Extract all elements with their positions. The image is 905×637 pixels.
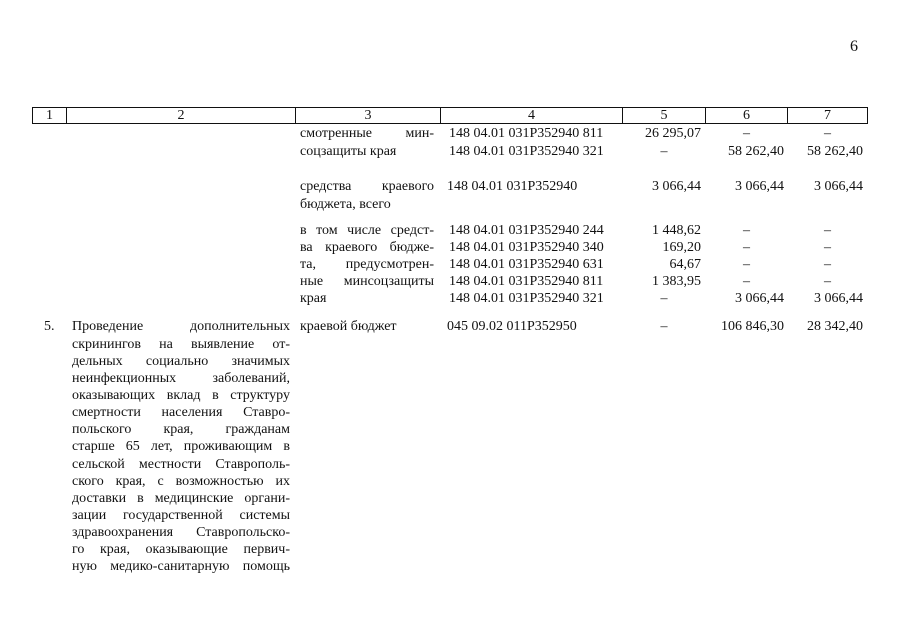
description-line: неинфекционных заболеваний,	[72, 371, 290, 386]
budget-code: 148 04.01 031Р352940	[447, 179, 578, 194]
source-text: та, предусмотрен-	[300, 257, 434, 272]
budget-code: 148 04.01 031Р352940 321	[449, 144, 604, 159]
description-line: дельных социально значимых	[72, 354, 290, 369]
value-col5: –	[660, 144, 668, 159]
value-col7: 3 066,44	[814, 179, 863, 194]
value-col5: 3 066,44	[652, 179, 701, 194]
source-text: бюджета, всего	[300, 197, 391, 212]
value-col7: –	[824, 126, 831, 141]
value-col6: 58 262,40	[728, 144, 784, 159]
description-line: польского края, гражданам	[72, 422, 290, 437]
row-number: 5.	[44, 319, 55, 334]
budget-code: 148 04.01 031Р352940 631	[449, 257, 604, 272]
value-col5: 26 295,07	[645, 126, 701, 141]
value-col5: –	[660, 291, 668, 306]
value-col6: –	[743, 257, 750, 272]
source-text: ва краевого бюдже-	[300, 240, 434, 255]
description-line: сельской местности Ставрополь-	[72, 457, 290, 472]
description-line: здравоохранения Ставропольско-	[72, 525, 290, 540]
budget-code: 148 04.01 031Р352940 811	[449, 126, 604, 141]
page-number: 6	[850, 38, 858, 55]
source-text: ные минсоцзащиты	[300, 274, 434, 289]
value-col5: –	[660, 319, 668, 334]
header-cell-3: 3	[295, 107, 441, 124]
description-line: старше 65 лет, проживающим в	[72, 439, 290, 454]
description-line: го края, оказывающие первич-	[72, 542, 290, 557]
value-col7: –	[824, 274, 831, 289]
budget-code: 148 04.01 031Р352940 244	[449, 223, 604, 238]
source-text: краевой бюджет	[300, 319, 397, 334]
budget-code: 148 04.01 031Р352940 811	[449, 274, 604, 289]
source-text: края	[300, 291, 327, 306]
value-col5: 1 383,95	[652, 274, 701, 289]
description-line: ную медико-санитарную помощь	[72, 559, 290, 574]
value-col5: 169,20	[662, 240, 701, 255]
value-col7: 58 262,40	[807, 144, 863, 159]
value-col6: –	[743, 274, 750, 289]
header-cell-2: 2	[66, 107, 296, 124]
value-col5: 64,67	[669, 257, 701, 272]
value-col6: –	[743, 126, 750, 141]
value-col6: 106 846,30	[721, 319, 784, 334]
description-line: смертности населения Ставро-	[72, 405, 290, 420]
description-line: ского края, с возможностью их	[72, 474, 290, 489]
description-line: скринингов на выявление от-	[72, 337, 290, 352]
description-line: Проведение дополнительных	[72, 319, 290, 334]
value-col7: –	[824, 223, 831, 238]
header-cell-7: 7	[787, 107, 868, 124]
value-col6: –	[743, 240, 750, 255]
value-col6: 3 066,44	[735, 291, 784, 306]
description-line: зации государственной системы	[72, 508, 290, 523]
description-line: доставки в медицинские органи-	[72, 491, 290, 506]
header-cell-1: 1	[32, 107, 67, 124]
description-line: оказывающих вклад в структуру	[72, 388, 290, 403]
budget-code: 045 09.02 011Р352950	[447, 319, 577, 334]
header-cell-4: 4	[440, 107, 623, 124]
value-col7: –	[824, 240, 831, 255]
value-col6: 3 066,44	[735, 179, 784, 194]
source-text: в том числе средст-	[300, 223, 434, 238]
source-text: соцзащиты края	[300, 144, 397, 159]
header-cell-5: 5	[622, 107, 706, 124]
value-col6: –	[743, 223, 750, 238]
source-text: смотренные мин-	[300, 126, 434, 141]
budget-code: 148 04.01 031Р352940 321	[449, 291, 604, 306]
header-cell-6: 6	[705, 107, 788, 124]
value-col5: 1 448,62	[652, 223, 701, 238]
value-col7: 3 066,44	[814, 291, 863, 306]
source-text: средства краевого	[300, 179, 434, 194]
budget-code: 148 04.01 031Р352940 340	[449, 240, 604, 255]
value-col7: –	[824, 257, 831, 272]
value-col7: 28 342,40	[807, 319, 863, 334]
